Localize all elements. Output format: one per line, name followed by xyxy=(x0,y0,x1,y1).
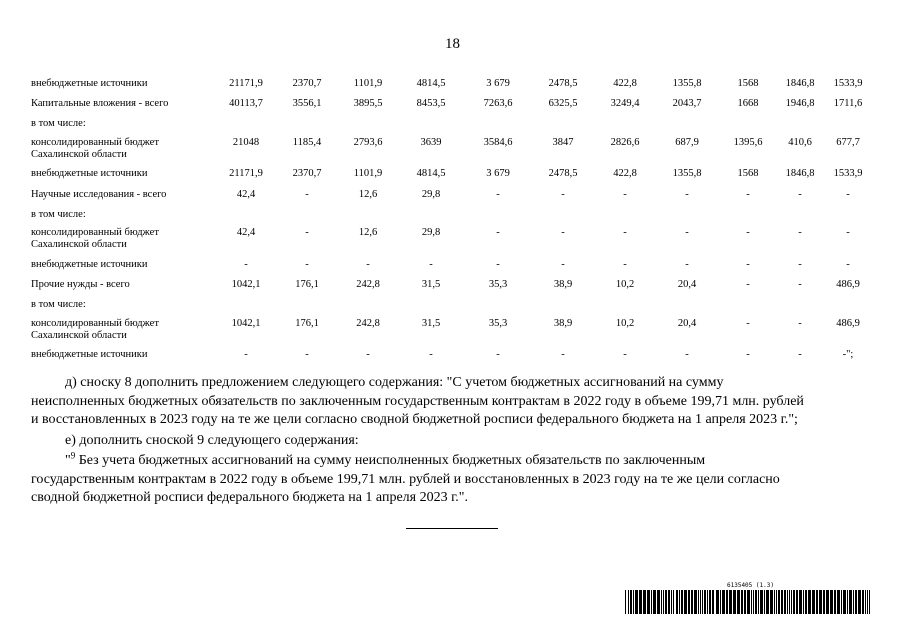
paragraph-d-line-3: и восстановленных в 2023 году на те же цели согласно сводной бюджетной росписи федерального бюджета на 1 апреля 2023 г."; xyxy=(31,412,798,427)
paragraph-d-line-1: д) сноску 8 дополнить предложением следующего содержания: "С учетом бюджетных ассигнований на сумму xyxy=(65,375,724,390)
table-cell: 21048 xyxy=(232,137,260,148)
barcode-bar xyxy=(630,590,632,614)
barcode-bar xyxy=(843,590,846,614)
table-cell: 2826,6 xyxy=(610,137,640,148)
table-cell: - xyxy=(846,189,850,200)
row-label-line: внебюджетные источники xyxy=(31,349,148,360)
row-label xyxy=(31,227,201,250)
row-label xyxy=(31,118,201,129)
barcode-bar xyxy=(796,590,798,614)
table-cell: 3639 xyxy=(420,137,442,148)
table-cell: 1042,1 xyxy=(231,318,261,329)
row-label-line: внебюджетные источники xyxy=(31,78,148,89)
table-cell: - xyxy=(746,318,750,329)
table-cell: 38,9 xyxy=(553,318,573,329)
barcode-bar xyxy=(805,590,807,614)
barcode-bar xyxy=(753,590,754,614)
table-cell: 1355,8 xyxy=(672,78,702,89)
barcode-bar xyxy=(869,590,870,614)
table-cell: 1568 xyxy=(737,168,759,179)
table-cell: 2370,7 xyxy=(292,168,322,179)
table-cell: - xyxy=(561,259,565,270)
barcode-bar xyxy=(651,590,652,614)
table-cell: 10,2 xyxy=(615,318,635,329)
barcode-bar xyxy=(691,590,693,614)
barcode-bar xyxy=(737,590,740,614)
barcode-bar xyxy=(694,590,697,614)
barcode-bar xyxy=(758,590,759,614)
table-cell: - xyxy=(305,259,309,270)
barcode-bar xyxy=(760,590,763,614)
table-cell: 1355,8 xyxy=(672,168,702,179)
barcode-bar xyxy=(741,590,743,614)
barcode-bar xyxy=(808,590,811,614)
barcode-bar xyxy=(665,590,667,614)
table-cell: - xyxy=(561,189,565,200)
footnote-9 xyxy=(31,452,871,508)
row-label xyxy=(31,98,201,109)
table-cell: 410,6 xyxy=(788,137,812,148)
row-label xyxy=(31,168,201,179)
row-label xyxy=(31,318,201,341)
table-cell: 677,7 xyxy=(836,137,860,148)
table-cell: - xyxy=(685,189,689,200)
table-cell: 486,9 xyxy=(836,318,860,329)
table-cell: 3895,5 xyxy=(353,98,383,109)
barcode-bar xyxy=(776,590,777,614)
table-cell: - xyxy=(746,279,750,290)
barcode-bar xyxy=(793,590,795,614)
barcode-bar xyxy=(720,590,721,614)
table-cell: - xyxy=(798,279,802,290)
footnote-line-1 xyxy=(31,452,871,471)
barcode-bar xyxy=(849,590,852,614)
table-cell: - xyxy=(305,349,309,360)
table-cell: - xyxy=(685,259,689,270)
row-label-line: Сахалинской области xyxy=(31,239,127,250)
table-cell: 176,1 xyxy=(295,279,319,290)
table-cell: 242,8 xyxy=(356,279,380,290)
table-cell: 242,8 xyxy=(356,318,380,329)
table-cell: - xyxy=(305,189,309,200)
table-cell: - xyxy=(429,349,433,360)
table-cell: 486,9 xyxy=(836,279,860,290)
table-cell: 3847 xyxy=(552,137,574,148)
table-cell: - xyxy=(798,189,802,200)
footnote-marker: 9 xyxy=(70,450,76,461)
row-label-line: в том числе: xyxy=(31,299,86,310)
barcode-bar xyxy=(628,590,629,614)
table-cell: -"; xyxy=(842,349,854,360)
row-label xyxy=(31,78,201,89)
barcode-bar xyxy=(673,590,674,614)
barcode-bar xyxy=(858,590,861,614)
table-cell: 3556,1 xyxy=(292,98,322,109)
barcode-bar xyxy=(633,590,634,614)
table-cell: 3 679 xyxy=(486,168,510,179)
table-cell: 2478,5 xyxy=(548,168,578,179)
barcode-bar xyxy=(744,590,746,614)
table-cell: - xyxy=(798,349,802,360)
barcode-bar xyxy=(722,590,725,614)
barcode-label: 6135405 (1.3) xyxy=(727,582,774,589)
row-label-line: Сахалинской области xyxy=(31,149,127,160)
row-label xyxy=(31,189,201,200)
footnote-open-quote: " xyxy=(65,453,71,468)
table-cell: 40113,7 xyxy=(229,98,263,109)
table-cell: 6325,5 xyxy=(548,98,578,109)
table-cell: 422,8 xyxy=(613,168,637,179)
table-cell: 38,9 xyxy=(553,279,573,290)
table-cell: 1395,6 xyxy=(733,137,763,148)
barcode-bar xyxy=(826,590,829,614)
table-cell: - xyxy=(623,227,627,238)
table-cell: 1668 xyxy=(737,98,759,109)
table-cell: 1533,9 xyxy=(833,168,863,179)
table-cell: 20,4 xyxy=(677,279,697,290)
barcode-bar xyxy=(639,590,642,614)
barcode-bar xyxy=(781,590,783,614)
table-cell: 35,3 xyxy=(488,318,508,329)
footnote-line-3: сводной бюджетной росписи федерального бюджета на 1 апреля 2023 г.". xyxy=(31,490,468,505)
barcode-bar xyxy=(867,590,868,614)
table-cell: 1846,8 xyxy=(785,168,815,179)
table-cell: 1568 xyxy=(737,78,759,89)
barcode-bar xyxy=(764,590,765,614)
barcode-bar xyxy=(784,590,786,614)
table-cell: 1185,4 xyxy=(292,137,322,148)
barcode-bar xyxy=(653,590,656,614)
barcode-bar xyxy=(803,590,804,614)
row-label xyxy=(31,279,201,290)
footnote-line-2: государственным контрактам в 2022 году в объеме 199,71 млн. рублей и восстановленных в 2023 году на те же цели согласно xyxy=(31,471,780,487)
table-cell: 3584,6 xyxy=(483,137,513,148)
barcode-bar xyxy=(698,590,699,614)
paragraph-e xyxy=(31,432,871,451)
barcode-bar xyxy=(647,590,650,614)
table-cell: 1101,9 xyxy=(353,78,383,89)
table-cell: 42,4 xyxy=(236,189,256,200)
table-cell: 12,6 xyxy=(358,189,378,200)
table-cell: - xyxy=(561,227,565,238)
barcode-bar xyxy=(643,590,646,614)
table-cell: - xyxy=(244,349,248,360)
table-cell: 1711,6 xyxy=(833,98,863,109)
barcode-bar xyxy=(747,590,750,614)
barcode-bar xyxy=(853,590,854,614)
barcode-bar xyxy=(789,590,790,614)
paragraph-e-line-1: е) дополнить сноской 9 следующего содержания: xyxy=(65,433,359,448)
barcode-bar xyxy=(712,590,714,614)
barcode-bar xyxy=(862,590,864,614)
barcode-bar xyxy=(688,590,690,614)
table-cell: - xyxy=(496,227,500,238)
table-cell: - xyxy=(798,227,802,238)
barcode-bar xyxy=(679,590,680,614)
table-cell: 7263,6 xyxy=(483,98,513,109)
table-cell: 20,4 xyxy=(677,318,697,329)
barcode-bar xyxy=(635,590,638,614)
table-cell: 31,5 xyxy=(421,318,441,329)
barcode-bar xyxy=(702,590,703,614)
row-label xyxy=(31,209,201,220)
row-label xyxy=(31,259,201,270)
table-cell: 42,4 xyxy=(236,227,256,238)
table-cell: 2370,7 xyxy=(292,78,322,89)
paragraph-d xyxy=(31,374,871,430)
row-label-line: в том числе: xyxy=(31,118,86,129)
table-cell: 21171,9 xyxy=(229,168,263,179)
barcode-bar xyxy=(837,590,840,614)
barcode-bar xyxy=(709,590,711,614)
barcode-bar xyxy=(774,590,775,614)
separator-line xyxy=(406,528,498,529)
table-cell: 2043,7 xyxy=(672,98,702,109)
table-cell: 1946,8 xyxy=(785,98,815,109)
table-cell: - xyxy=(746,189,750,200)
barcode-bar xyxy=(770,590,773,614)
table-cell: - xyxy=(685,349,689,360)
table-cell: 10,2 xyxy=(615,279,635,290)
barcode-bar xyxy=(676,590,678,614)
barcode-bar xyxy=(799,590,802,614)
table-cell: 12,6 xyxy=(358,227,378,238)
barcode-bar xyxy=(671,590,672,614)
table-cell: 31,5 xyxy=(421,279,441,290)
table-cell: - xyxy=(846,227,850,238)
barcode-bar xyxy=(787,590,788,614)
barcode-bar xyxy=(707,590,708,614)
barcode-bar xyxy=(755,590,757,614)
table-cell: - xyxy=(561,349,565,360)
footnote-text-1: Без учета бюджетных ассигнований на сумму неисполненных бюджетных обязательств по заключенным xyxy=(75,453,706,468)
barcode-bar xyxy=(726,590,728,614)
barcode-bar xyxy=(681,590,683,614)
table-cell: 2793,6 xyxy=(353,137,383,148)
table-cell: 687,9 xyxy=(675,137,699,148)
barcode-bar xyxy=(729,590,732,614)
barcode-bar xyxy=(716,590,719,614)
table-cell: 1533,9 xyxy=(833,78,863,89)
table-cell: 1101,9 xyxy=(353,168,383,179)
row-label-line: Прочие нужды - всего xyxy=(31,279,130,290)
page-number: 18 xyxy=(445,36,460,52)
table-cell: - xyxy=(798,259,802,270)
table-cell: 176,1 xyxy=(295,318,319,329)
barcode-bar xyxy=(751,590,752,614)
table-cell: 29,8 xyxy=(421,189,441,200)
table-cell: 2478,5 xyxy=(548,78,578,89)
table-cell: - xyxy=(623,349,627,360)
row-label-line: Капитальные вложения - всего xyxy=(31,98,169,109)
table-cell: - xyxy=(496,259,500,270)
barcode-bar xyxy=(733,590,736,614)
barcode-bar xyxy=(830,590,833,614)
barcode-bar xyxy=(855,590,857,614)
row-label-line: консолидированный бюджет xyxy=(31,137,159,148)
table-cell: - xyxy=(746,349,750,360)
table-cell: - xyxy=(846,259,850,270)
row-label-line: консолидированный бюджет xyxy=(31,318,159,329)
barcode-bar xyxy=(791,590,792,614)
table-cell: - xyxy=(305,227,309,238)
table-cell: - xyxy=(798,318,802,329)
table-cell: - xyxy=(623,189,627,200)
table-cell: - xyxy=(496,349,500,360)
table-cell: - xyxy=(366,259,370,270)
table-cell: - xyxy=(366,349,370,360)
table-cell: 4814,5 xyxy=(416,78,446,89)
table-cell: - xyxy=(685,227,689,238)
barcode-bar xyxy=(704,590,706,614)
table-cell: 4814,5 xyxy=(416,168,446,179)
barcode-bar xyxy=(663,590,664,614)
barcode-bar xyxy=(823,590,825,614)
barcode xyxy=(625,590,872,614)
barcode-bar xyxy=(657,590,660,614)
barcode-bar xyxy=(819,590,822,614)
barcode-bar xyxy=(865,590,866,614)
table-cell: 3249,4 xyxy=(610,98,640,109)
row-label-line: внебюджетные источники xyxy=(31,168,148,179)
row-label xyxy=(31,137,201,160)
table-cell: 29,8 xyxy=(421,227,441,238)
row-label xyxy=(31,299,201,310)
table-cell: 1042,1 xyxy=(231,279,261,290)
barcode-bar xyxy=(812,590,815,614)
table-cell: - xyxy=(496,189,500,200)
paragraph-d-line-2: неисполненных бюджетных обязательств по заключенным государственным контрактам в 2022 году в объеме 199,71 млн. рублей xyxy=(31,393,804,409)
table-cell: 8453,5 xyxy=(416,98,446,109)
barcode-bar xyxy=(847,590,848,614)
row-label-line: Сахалинской области xyxy=(31,330,127,341)
table-cell: - xyxy=(429,259,433,270)
table-cell: - xyxy=(746,259,750,270)
table-cell: - xyxy=(746,227,750,238)
table-cell: 1846,8 xyxy=(785,78,815,89)
table-cell: 422,8 xyxy=(613,78,637,89)
table-cell: 21171,9 xyxy=(229,78,263,89)
barcode-bar xyxy=(766,590,769,614)
barcode-bar xyxy=(834,590,836,614)
barcode-bar xyxy=(816,590,818,614)
barcode-bar xyxy=(625,590,626,614)
barcode-bar xyxy=(661,590,662,614)
row-label-line: внебюджетные источники xyxy=(31,259,148,270)
barcode-bar xyxy=(841,590,842,614)
table-cell: - xyxy=(244,259,248,270)
table-cell: 35,3 xyxy=(488,279,508,290)
barcode-bar xyxy=(684,590,687,614)
row-label-line: в том числе: xyxy=(31,209,86,220)
row-label xyxy=(31,349,201,360)
row-label-line: консолидированный бюджет xyxy=(31,227,159,238)
barcode-bar xyxy=(668,590,670,614)
barcode-bar xyxy=(778,590,780,614)
table-cell: 3 679 xyxy=(486,78,510,89)
row-label-line: Научные исследования - всего xyxy=(31,189,167,200)
table-cell: - xyxy=(623,259,627,270)
barcode-bar xyxy=(700,590,701,614)
